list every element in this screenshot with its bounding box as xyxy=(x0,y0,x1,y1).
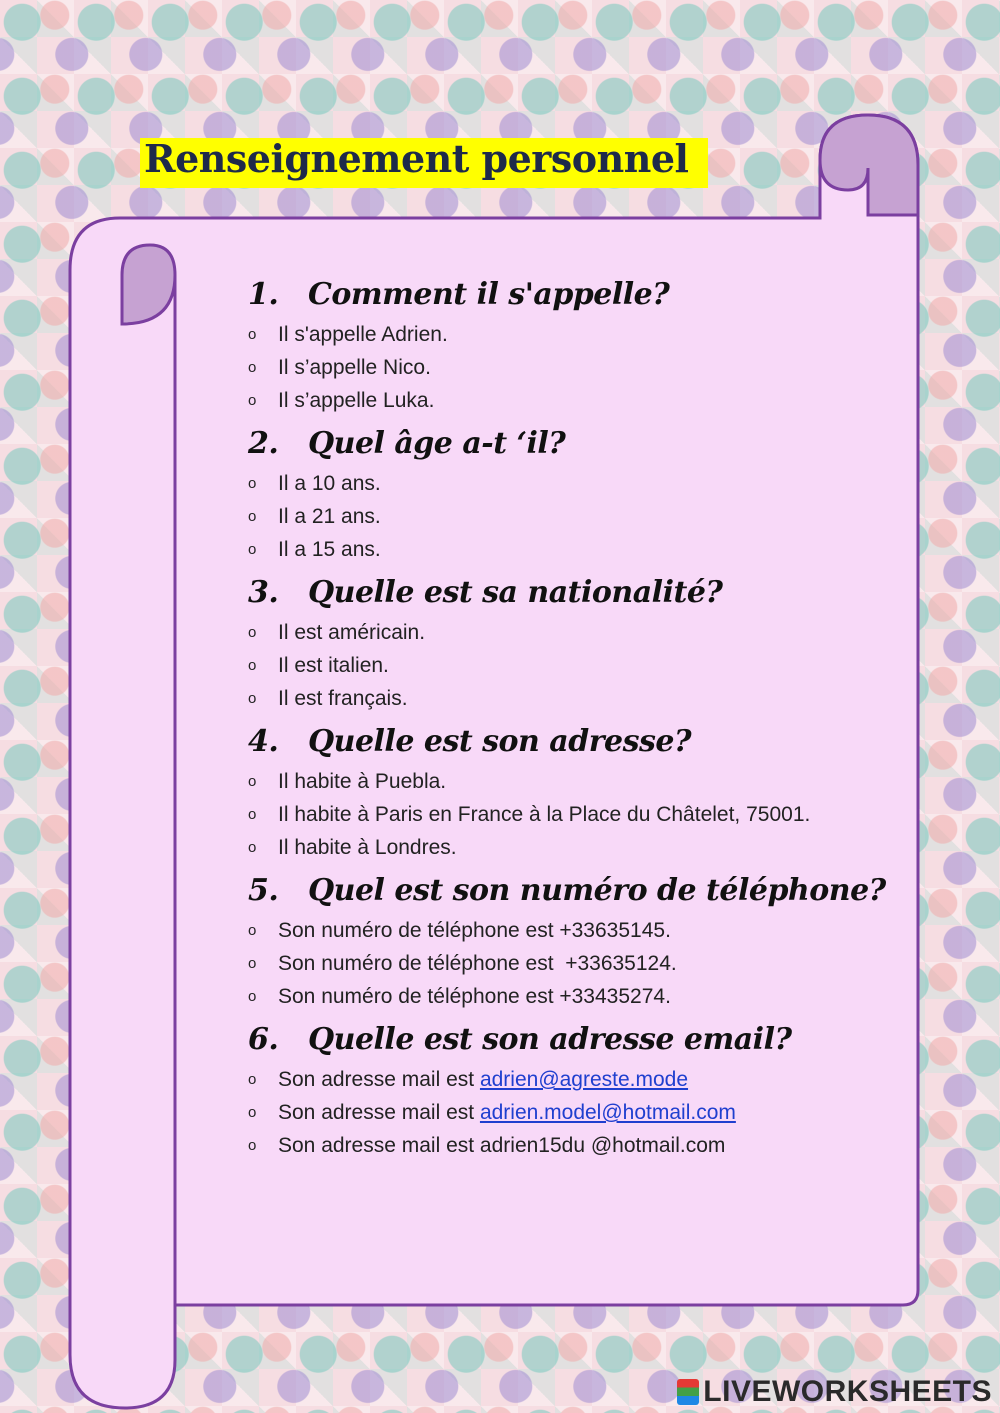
question-heading xyxy=(248,1017,868,1063)
question-text: Quelle est sa nationalité? xyxy=(308,575,723,610)
bullet-icon: o xyxy=(248,326,257,343)
question-heading xyxy=(248,272,868,318)
bullet-icon: o xyxy=(248,922,257,939)
bullet-icon: o xyxy=(248,1071,257,1088)
bullet-icon: o xyxy=(248,541,257,558)
bullet-icon: o xyxy=(248,508,257,525)
bullet-icon: o xyxy=(248,955,257,972)
question-number: 4. xyxy=(248,724,279,759)
page-title: Renseignement personnel xyxy=(144,136,689,181)
bullet-icon: o xyxy=(248,839,257,856)
bullet-icon: o xyxy=(248,1104,257,1121)
bullet-icon: o xyxy=(248,624,257,641)
answer-option[interactable]: o Il a 15 ans. xyxy=(248,533,868,566)
answer-option[interactable]: o Son adresse mail est adrien@agreste.mode xyxy=(248,1063,868,1096)
question-text: Comment il s'appelle? xyxy=(308,277,670,312)
question-number: 5. xyxy=(248,873,279,908)
bullet-icon: o xyxy=(248,773,257,790)
bullet-icon: o xyxy=(248,392,257,409)
answer-option[interactable]: o Il habite à Paris en France à la Place du Châtelet, 75001. xyxy=(248,798,868,831)
question-text: Quelle est son adresse email? xyxy=(308,1022,792,1057)
liveworksheets-logo-icon xyxy=(677,1379,699,1405)
question-4 xyxy=(248,719,868,864)
answer-option[interactable]: o Il s’appelle Nico. xyxy=(248,351,868,384)
answer-option[interactable]: o Il a 21 ans. xyxy=(248,500,868,533)
question-heading xyxy=(248,570,868,616)
bullet-icon: o xyxy=(248,475,257,492)
question-1 xyxy=(248,272,868,417)
answer-options xyxy=(248,765,868,864)
bullet-icon: o xyxy=(248,690,257,707)
answer-option[interactable]: o Son numéro de téléphone est +33435274. xyxy=(248,980,868,1013)
answer-options xyxy=(248,616,868,715)
answer-option[interactable]: o Il habite à Puebla. xyxy=(248,765,868,798)
question-text: Quel est son numéro de téléphone? xyxy=(308,873,886,908)
answer-option[interactable]: o Il a 10 ans. xyxy=(248,467,868,500)
bullet-icon: o xyxy=(248,359,257,376)
question-number: 3. xyxy=(248,575,279,610)
question-number: 2. xyxy=(248,426,279,461)
answer-option[interactable]: o Son numéro de téléphone est +33635124. xyxy=(248,947,868,980)
question-heading xyxy=(248,421,868,467)
answer-option[interactable]: o Il s’appelle Luka. xyxy=(248,384,868,417)
answer-option[interactable]: o Il habite à Londres. xyxy=(248,831,868,864)
watermark-text: LIVEWORKSHEETS xyxy=(703,1375,992,1408)
question-2 xyxy=(248,421,868,566)
answer-option[interactable]: o Son adresse mail est adrien.model@hotmail.com xyxy=(248,1096,868,1129)
questions-list xyxy=(248,272,886,1166)
question-text: Quel âge a-t ‘il? xyxy=(308,426,566,461)
question-number: 6. xyxy=(248,1022,279,1057)
email-link[interactable]: adrien.model@hotmail.com xyxy=(479,1101,736,1124)
answer-option[interactable]: o Son adresse mail est adrien15du @hotmail.com xyxy=(248,1129,868,1162)
question-3 xyxy=(248,570,868,715)
answer-option[interactable]: o Il est français. xyxy=(248,682,868,715)
answer-option[interactable]: o Il est américain. xyxy=(248,616,868,649)
answer-option[interactable]: o Il est italien. xyxy=(248,649,868,682)
question-5 xyxy=(248,868,886,1013)
answer-options xyxy=(248,467,868,566)
answer-options xyxy=(248,914,868,1013)
bullet-icon: o xyxy=(248,988,257,1005)
bullet-icon: o xyxy=(248,657,257,674)
question-number: 1. xyxy=(248,277,279,312)
question-heading xyxy=(248,868,886,914)
bullet-icon: o xyxy=(248,1137,257,1154)
question-text: Quelle est son adresse? xyxy=(308,724,692,759)
question-6 xyxy=(248,1017,868,1162)
question-heading xyxy=(248,719,868,765)
answer-option[interactable]: o Il s'appelle Adrien. xyxy=(248,318,868,351)
email-link[interactable]: adrien@agreste.mode xyxy=(479,1068,689,1091)
answer-option[interactable]: o Son numéro de téléphone est +33635145. xyxy=(248,914,868,947)
answer-options xyxy=(248,318,868,417)
liveworksheets-watermark xyxy=(677,1375,992,1409)
bullet-icon: o xyxy=(248,806,257,823)
answer-options xyxy=(248,1063,868,1162)
